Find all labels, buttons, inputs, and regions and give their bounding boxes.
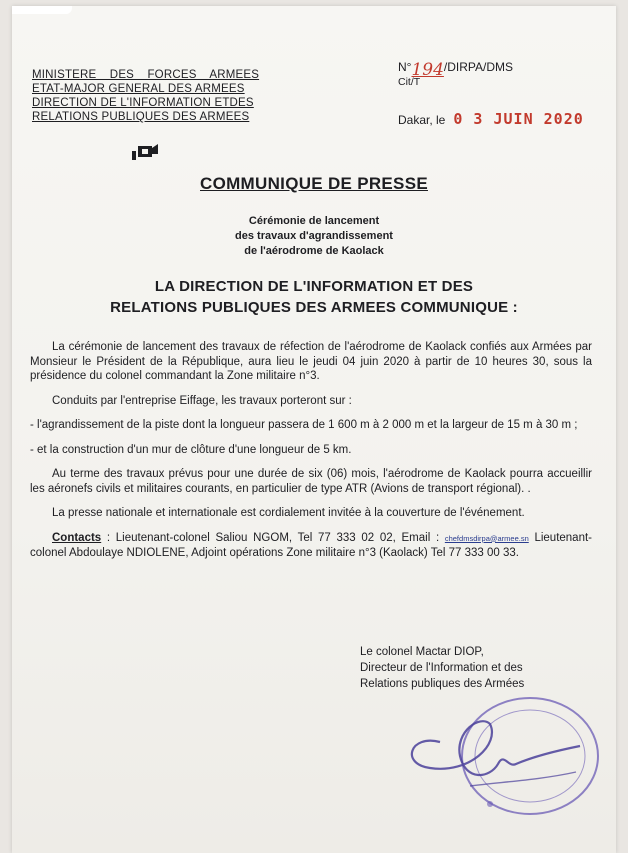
paragraph-runway: - l'agrandissement de la piste dont la longueur passera de 1 600 m à 2 000 m et la largeur de 15 m à 30 m ; <box>30 419 578 431</box>
paragraph-ceremony: La cérémonie de lancement des travaux de réfection de l'aérodrome de Kaolack confiés aux Armées par Monsieur le Président de la République, aura lieu le jeudi 04 juin 2020 à partir de 10 heures 30, sous la présidence du colonel commandant la Zone militaire n°3. <box>30 341 592 382</box>
headline-line-1: LA DIRECTION DE L'INFORMATION ET DES <box>154 278 474 295</box>
contacts-primary: : Lieutenant-colonel Saliou NGOM, Tel 77 333 02 02, Email : <box>101 531 445 544</box>
official-stamp-and-signature-icon <box>380 694 610 824</box>
paragraph-contacts <box>30 531 592 561</box>
reference-initials: Cit/T <box>398 76 421 88</box>
contacts-label: Contacts <box>52 531 102 544</box>
title-text: COMMUNIQUE DE PRESSE <box>200 174 428 193</box>
page-corner <box>12 6 72 14</box>
signatory-role-line-1: Directeur de l'Information et des <box>360 662 523 674</box>
signatory-block <box>360 644 600 692</box>
headline-line-2: RELATIONS PUBLIQUES DES ARMEES COMMUNIQUE : <box>110 299 518 316</box>
reference-suffix: /DIRPA/DMS <box>443 60 514 74</box>
reference-prefix: N° <box>398 60 412 74</box>
subtitle-block <box>12 214 616 259</box>
signatory-role-line-2: Relations publiques des Armées <box>360 678 525 690</box>
subtitle-line-2: des travaux d'agrandissement <box>235 230 393 242</box>
ministry-line: MINISTERE DES FORCES ARMEES <box>32 69 260 81</box>
handwritten-reference-number: 194 <box>411 60 444 80</box>
signatory-name: Le colonel Mactar DIOP, <box>360 646 484 658</box>
directorate-line: DIRECTION DE L'INFORMATION ETDES <box>32 97 254 109</box>
date-stamp: 0 3 JUIN 2020 <box>453 110 584 128</box>
paragraph-works-intro: Conduits par l'entreprise Eiffage, les travaux porteront sur : <box>52 394 352 407</box>
paragraph-fence: - et la construction d'un mur de clôture d'une longueur de 5 km. <box>30 443 352 456</box>
announcement-headline <box>12 276 616 318</box>
paragraph-duration: Au terme des travaux prévus pour une durée de six (06) mois, l'aérodrome de Kaolack pourra accueillir les aéronefs civils et militaires courants, en particulier de type ATR (Avions de transport régional). . <box>30 468 592 495</box>
document-title <box>12 174 616 194</box>
emblem-icon <box>132 142 158 160</box>
general-staff-line: ETAT-MAJOR GENERAL DES ARMEES <box>32 83 245 95</box>
date-label: Dakar, le <box>398 113 446 127</box>
public-relations-line: RELATIONS PUBLIQUES DES ARMEES <box>32 111 250 123</box>
issuing-authority-block <box>32 68 272 124</box>
date-line <box>398 110 598 128</box>
reference-block <box>398 60 598 128</box>
subtitle-line-3: de l'aérodrome de Kaolack <box>244 245 384 257</box>
paragraph-press-invite: La presse nationale et internationale est cordialement invitée à la couverture de l'événement. <box>52 507 525 519</box>
contact-email-link[interactable]: chefdmsdirpa@armee.sn <box>444 533 529 543</box>
contacts-secondary: Lieutenant-colonel Abdoulaye NDIOLENE, Adjoint opérations Zone militaire n°3 (Kaolack) Tel 77 333 00 33. <box>30 531 592 559</box>
press-release-body <box>30 340 592 571</box>
subtitle-line-1: Cérémonie de lancement <box>248 215 380 227</box>
press-release-page <box>12 6 616 853</box>
